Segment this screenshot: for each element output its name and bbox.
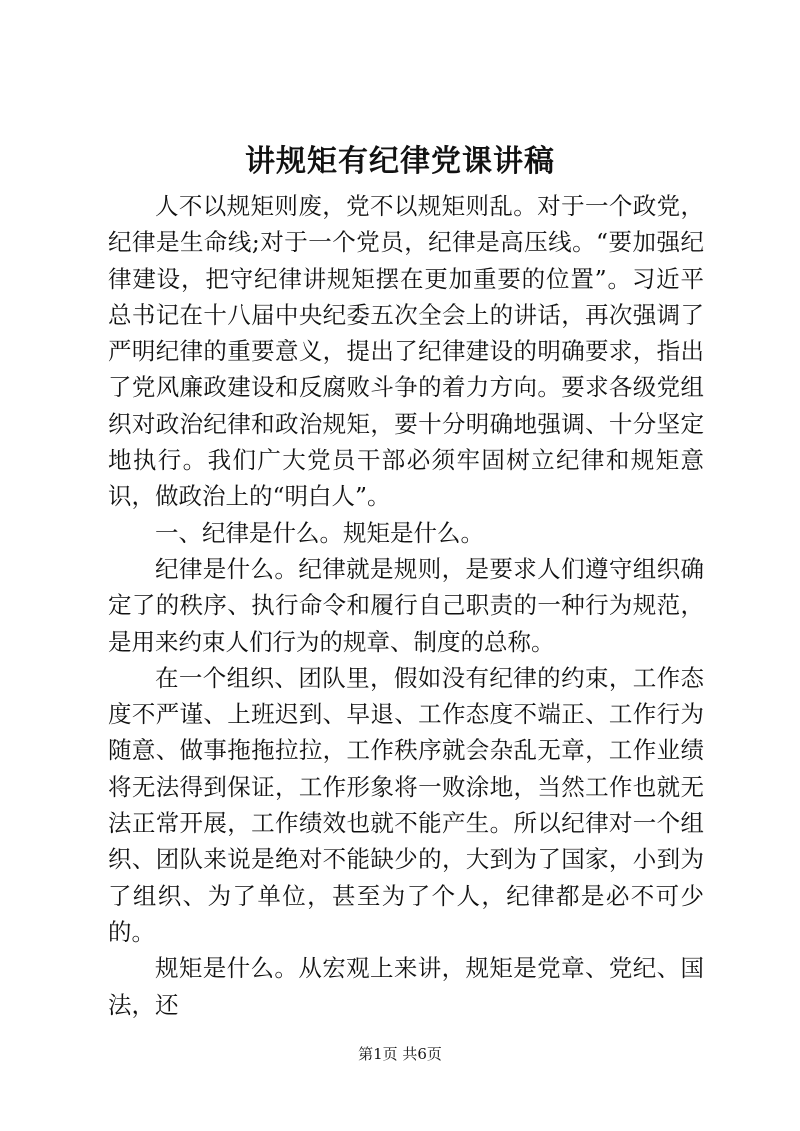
document-body xyxy=(108,188,704,1023)
document-title: 讲规矩有纪律党课讲稿 xyxy=(245,144,555,179)
paragraph-discipline-importance: 在一个组织、团队里，假如没有纪律的约束，工作态度不严谨、上班迟到、早退、工作态度不端正、工作行为随意、做事拖拖拉拉，工作秩序就会杂乱无章，工作业绩将无法得到保证，工作形象将一败涂地，当然工作也就无法正常开展，工作绩效也就不能产生。所以纪律对一个组织、团队来说是绝对不能缺少的，大到为了国家，小到为了组织、为了单位，甚至为了个人，纪律都是必不可少的。 xyxy=(108,663,704,946)
section-heading-1: 一、纪律是什么。规矩是什么。 xyxy=(155,518,484,547)
paragraph-rules-definition: 规矩是什么。从宏观上来讲，规矩是党章、党纪、国法，还 xyxy=(108,954,704,1019)
paragraph-discipline-definition: 纪律是什么。纪律就是规则，是要求人们遵守组织确定了的秩序、执行命令和履行自己职责的一种行为规范，是用来约束人们行为的规章、制度的总称。 xyxy=(108,554,704,656)
paragraph-intro: 人不以规矩则废，党不以规矩则乱。对于一个政党，纪律是生命线;对于一个党员，纪律是高压线。“要加强纪律建设，把守纪律讲规矩摆在更加重要的位置”。习近平总书记在十八届中央纪委五次全会上的讲话，再次强调了严明纪律的重要意义，提出了纪律建设的明确要求，指出了党风廉政建设和反腐败斗争的着力方向。要求各级党组织对政治纪律和政治规矩，要十分明确地强调、十分坚定地执行。我们广大党员干部必须牢固树立纪律和规矩意识，做政治上的“明白人”。 xyxy=(108,192,704,511)
page-footer: 第1页 共6页 xyxy=(358,1045,442,1063)
